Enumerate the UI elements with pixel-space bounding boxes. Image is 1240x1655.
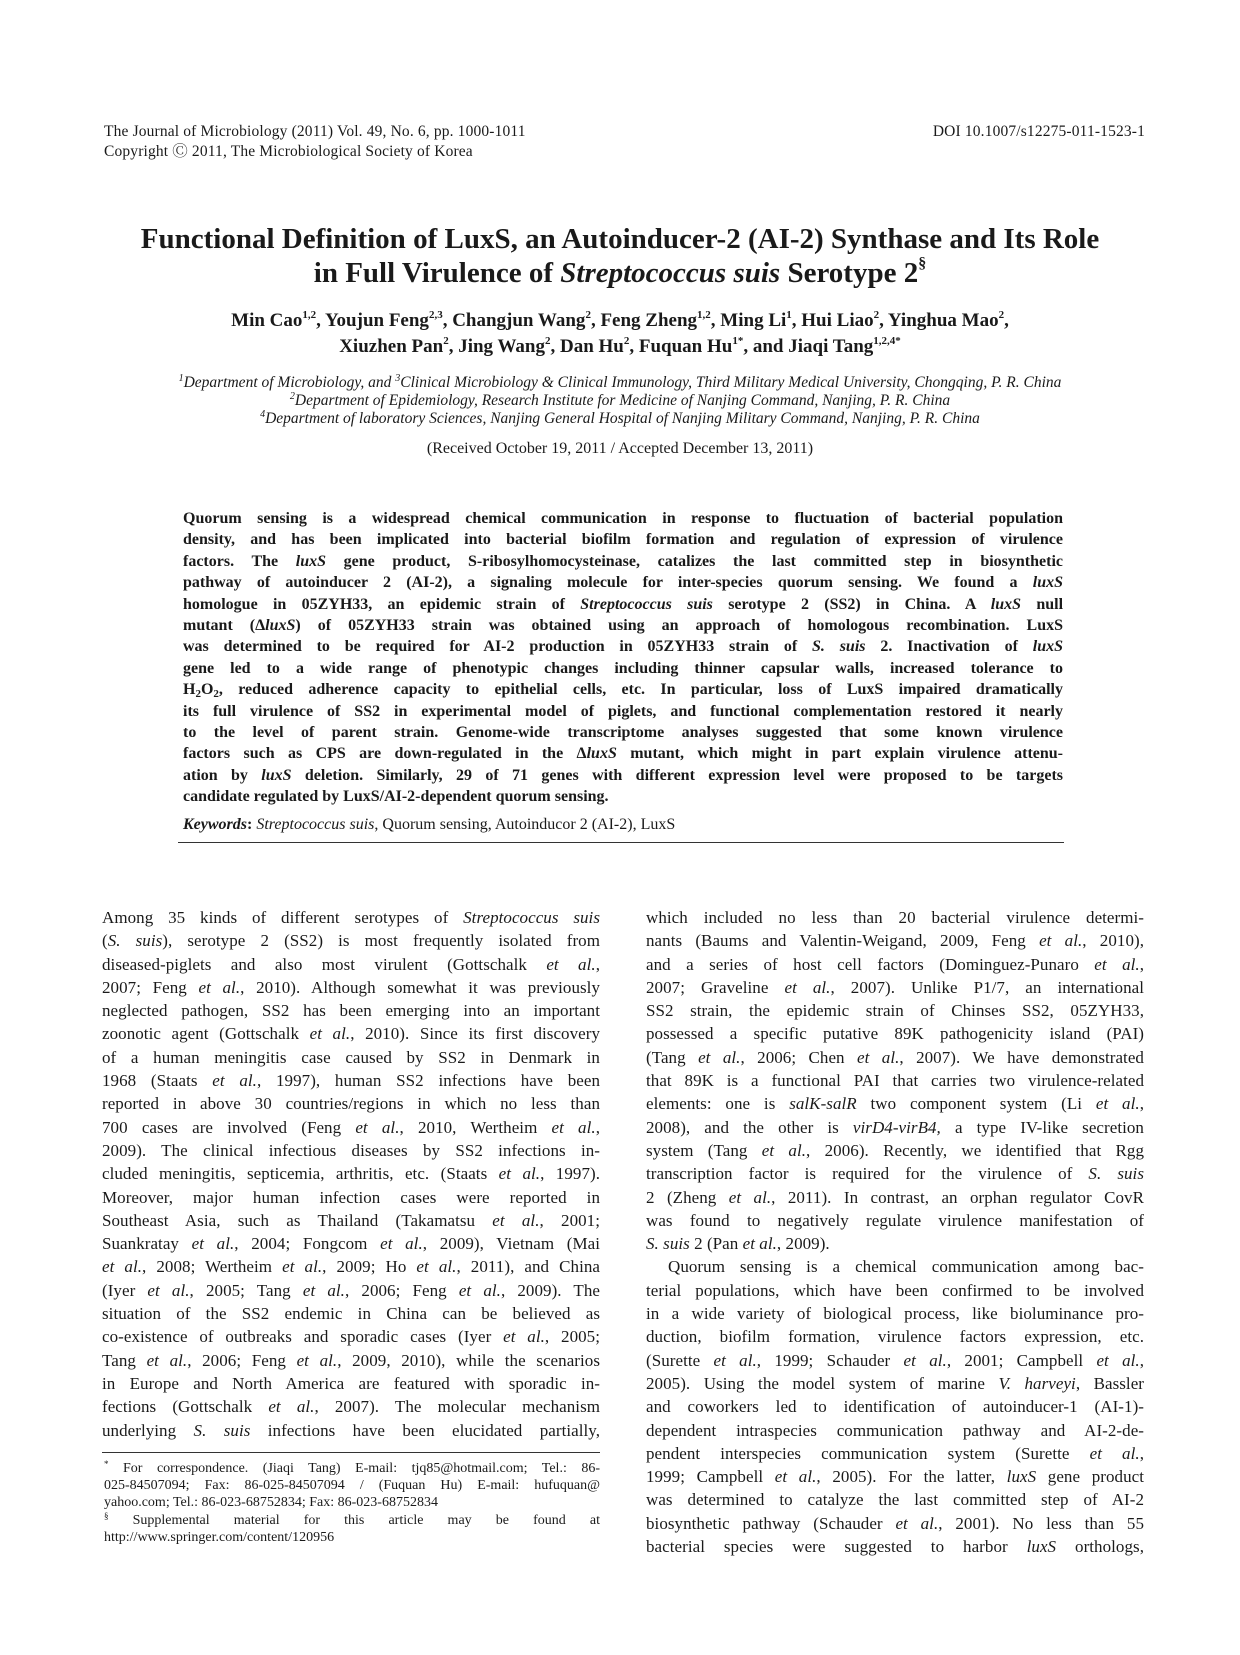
title-footnote-mark: § bbox=[918, 255, 927, 272]
footnote-correspondence: 025-84507094; Fax: 86-025-84507094 / (Fuquan Hu) E-mail: hufuquan@ bbox=[104, 1478, 600, 1494]
abstract-line: was determined to be required for AI-2 production in 05ZYH33 strain of S. suis 2. Inactivation of luxS bbox=[183, 638, 1063, 656]
abstract-line: ation by luxS deletion. Similarly, 29 of 71 genes with different expression level were proposed to be targets bbox=[183, 766, 1063, 784]
author: Yinghua Mao$^2$, bbox=[887, 309, 1009, 331]
doi: DOI 10.1007/s12275-011-1523-1 bbox=[932, 123, 1145, 140]
body-line: which included no less than 20 bacterial virulence determi- bbox=[646, 908, 1144, 927]
abstract-line: its full virulence of SS2 in experimental model of piglets, and functional complementation restored it nearly bbox=[183, 702, 1063, 720]
body-line: biosynthetic pathway (Schauder et al., 2001). No less than 55 bbox=[646, 1513, 1144, 1533]
body-line: that 89K is a functional PAI that carries two virulence-related bbox=[646, 1071, 1144, 1091]
body-line: transcription factor is required for the virulence of S. suis bbox=[646, 1164, 1144, 1184]
abstract-line: mutant (ΔluxS) of 05ZYH33 strain was obtained using an approach of homologous recombination. LuxS bbox=[183, 616, 1063, 634]
title-line-2 bbox=[90, 256, 1150, 290]
body-line: possessed a specific putative 89K pathogenicity island (PAI) bbox=[646, 1024, 1144, 1044]
body-line: 700 cases are involved (Feng et al., 2010, Wertheim et al., bbox=[102, 1117, 600, 1137]
body-line: duction, biofilm formation, virulence factors expression, etc. bbox=[646, 1327, 1144, 1347]
body-line: et al., 2008; Wertheim et al., 2009; Ho et al., 2011), and China bbox=[102, 1257, 600, 1277]
keywords-label: Keywords bbox=[183, 816, 247, 833]
abstract-line: $H_2O_2$, reduced adherence capacity to epithelial cells, etc. In particular, loss of LuxS impaired dramatically bbox=[183, 681, 1063, 701]
body-line: (S. suis), serotype 2 (SS2) is most frequently isolated from bbox=[102, 931, 600, 951]
body-line: situation of the SS2 endemic in China can be believed as bbox=[102, 1304, 600, 1324]
footnote-correspondence: yahoo.com; Tel.: 86-023-68752834; Fax: 86-023-68752834 bbox=[104, 1495, 438, 1511]
body-line: (Surette et al., 1999; Schauder et al., 2001; Campbell et al., bbox=[646, 1350, 1144, 1370]
author: Ming Li$^1$, bbox=[720, 309, 802, 331]
abstract-line: Quorum sensing is a widespread chemical communication in response to fluctuation of bacterial population bbox=[183, 510, 1063, 527]
author: Dan Hu$^2$, bbox=[559, 335, 639, 357]
body-line: cluded meningitis, septicemia, arthritis, etc. (Staats et al., 1997). bbox=[102, 1164, 600, 1184]
abstract-line: density, and has been implicated into bacterial biofilm formation and regulation of expression of virulence bbox=[183, 531, 1063, 549]
keywords-divider bbox=[178, 842, 1064, 843]
author-line-1 bbox=[90, 308, 1150, 334]
affiliations bbox=[90, 374, 1150, 428]
footnotes bbox=[104, 1460, 600, 1546]
footnote-divider bbox=[102, 1452, 600, 1453]
title-text: Serotype 2 bbox=[780, 257, 919, 289]
title-line-1: Functional Definition of LuxS, an Autoinducer-2 (AI-2) Synthase and Its Role bbox=[140, 223, 1100, 255]
body-line: neglected pathogen, SS2 has been emerging into an important bbox=[102, 1001, 600, 1021]
journal-citation: The Journal of Microbiology (2011) Vol. 49, No. 6, pp. 1000-1011 bbox=[104, 123, 526, 140]
body-line: 2008), and the other is virD4-virB4, a type IV-like secretion bbox=[646, 1117, 1144, 1137]
body-line: Quorum sensing is a chemical communication among bac- bbox=[668, 1257, 1144, 1277]
abstract-line: to the level of parent strain. Genome-wide transcriptome analyses suggested that some known virulence bbox=[183, 723, 1063, 741]
body-line: S. suis 2 (Pan et al., 2009). bbox=[646, 1234, 830, 1254]
body-line: bacterial species were suggested to harbor luxS orthologs, bbox=[646, 1537, 1144, 1557]
abstract-line: candidate regulated by LuxS/AI-2-dependent quorum sensing. bbox=[183, 788, 609, 806]
body-line: 2 (Zheng et al., 2011). In contrast, an orphan regulator CovR bbox=[646, 1187, 1144, 1207]
author-list bbox=[90, 308, 1150, 360]
body-line: reported in above 30 countries/regions in which no less than bbox=[102, 1094, 600, 1114]
body-line: was found to negatively regulate virulence manifestation of bbox=[646, 1210, 1144, 1230]
body-line: 2007; Feng et al., 2010). Although somewhat it was previously bbox=[102, 977, 600, 997]
title-species: Streptococcus suis bbox=[560, 257, 781, 289]
body-line: SS2 strain, the epidemic strain of Chinses SS2, 05ZYH33, bbox=[646, 1001, 1144, 1021]
body-line: (Iyer et al., 2005; Tang et al., 2006; Feng et al., 2009). The bbox=[102, 1280, 600, 1300]
keywords: Keywords: Streptococcus suis, Quorum sensing, Autoinducor 2 (AI-2), LuxS bbox=[183, 816, 676, 833]
body-line: Tang et al., 2006; Feng et al., 2009, 2010), while the scenarios bbox=[102, 1350, 600, 1370]
abstract bbox=[183, 508, 1063, 807]
body-column-right bbox=[646, 906, 1144, 1558]
body-line: was determined to catalyze the last committed step of AI-2 bbox=[646, 1490, 1144, 1510]
body-line: and coworkers led to identification of autoinducer-1 (AI-1)- bbox=[646, 1397, 1144, 1417]
body-line: underlying S. suis infections have been elucidated partially, bbox=[102, 1420, 600, 1440]
footnote-correspondence: * For correspondence. (Jiaqi Tang) E-mail: tjq85@hotmail.com; Tel.: 86- bbox=[104, 1460, 600, 1476]
body-line: in a wide variety of biological process, like bioluminance pro- bbox=[646, 1304, 1144, 1324]
keyword-species: Streptococcus suis bbox=[256, 816, 375, 833]
author: Xiuzhen Pan$^2$, bbox=[339, 335, 459, 357]
affiliation-4: $^4$Department of laboratory Sciences, Nanjing General Hospital of Nanjing Military Command, Nanjing, P. R. China bbox=[260, 409, 980, 427]
body-line: 2009). The clinical infectious diseases by SS2 infections in- bbox=[102, 1140, 600, 1160]
body-line: Among 35 kinds of different serotypes of Streptococcus suis bbox=[102, 908, 600, 927]
body-line: Suankratay et al., 2004; Fongcom et al., 2009), Vietnam (Mai bbox=[102, 1234, 600, 1254]
body-line: dependent intraspecies communication pathway and AI-2-de- bbox=[646, 1420, 1144, 1440]
body-line: terial populations, which have been confirmed to be involved bbox=[646, 1280, 1144, 1300]
body-line: and a series of host cell factors (Dominguez-Punaro et al., bbox=[646, 954, 1144, 974]
author: Min Cao$^{1,2}$, bbox=[231, 309, 325, 331]
affiliation-1-3: $^1$Department of Microbiology, and $^3$Clinical Microbiology & Clinical Immunology, Third Military Medical University, Chongqing, P. R. China bbox=[178, 373, 1062, 391]
body-line: fections (Gottschalk et al., 2007). The molecular mechanism bbox=[102, 1397, 600, 1417]
author-line-2 bbox=[90, 334, 1150, 360]
author: Jing Wang$^2$, bbox=[458, 335, 560, 357]
journal-header bbox=[104, 122, 526, 162]
body-line: Southeast Asia, such as Thailand (Takamatsu et al., 2001; bbox=[102, 1210, 600, 1230]
author: Jiaqi Tang$^{1,2,4*}$ bbox=[788, 335, 901, 357]
body-column-left bbox=[102, 906, 600, 1442]
body-line: pendent interspecies communication system (Surette et al., bbox=[646, 1443, 1144, 1463]
body-line: of a human meningitis case caused by SS2 in Denmark in bbox=[102, 1047, 600, 1067]
body-line: zoonotic agent (Gottschalk et al., 2010). Since its first discovery bbox=[102, 1024, 600, 1044]
body-line: elements: one is salK-salR two component system (Li et al., bbox=[646, 1094, 1144, 1114]
author: Youjun Feng$^{2,3}$, bbox=[324, 309, 453, 331]
body-line: (Tang et al., 2006; Chen et al., 2007). We have demonstrated bbox=[646, 1047, 1144, 1067]
body-line: co-existence of outbreaks and sporadic cases (Iyer et al., 2005; bbox=[102, 1327, 600, 1347]
abstract-line: gene led to a wide range of phenotypic changes including thinner capsular walls, increased tolerance to bbox=[183, 659, 1063, 677]
body-line: system (Tang et al., 2006). Recently, we identified that Rgg bbox=[646, 1140, 1144, 1160]
body-line: 1968 (Staats et al., 1997), human SS2 infections have been bbox=[102, 1071, 600, 1091]
title-text: in Full Virulence of bbox=[313, 257, 561, 289]
abstract-line: factors. The luxS gene product, S-ribosylhomocysteinase, catalizes the last committed step in biosynthetic bbox=[183, 552, 1063, 570]
affiliation-2: $^2$Department of Epidemiology, Research Institute for Medicine of Nanjing Command, Nanjing, P. R. China bbox=[289, 391, 951, 409]
footnote-supplemental-link[interactable]: http://www.springer.com/content/120956 bbox=[104, 1529, 335, 1545]
abstract-line: pathway of autoinducer 2 (AI-2), a signaling molecule for inter-species quorum sensing. We found a luxS bbox=[183, 574, 1063, 592]
body-line: diseased-piglets and also most virulent (Gottschalk et al., bbox=[102, 954, 600, 974]
keyword-list: , Quorum sensing, Autoinducor 2 (AI-2), LuxS bbox=[374, 816, 676, 833]
article-title bbox=[90, 222, 1150, 290]
author: Feng Zheng$^{1,2}$, bbox=[600, 309, 721, 331]
footnote-supplemental: § Supplemental material for this article may be found at bbox=[104, 1511, 600, 1528]
received-dates: (Received October 19, 2011 / Accepted December 13, 2011) bbox=[426, 440, 814, 457]
abstract-line: factors such as CPS are down-regulated in the ΔluxS mutant, which might in part explain virulence attenu- bbox=[183, 745, 1063, 763]
author: Hui Liao$^2$, bbox=[801, 309, 888, 331]
author: Fuquan $Hu^{1*}$, and bbox=[638, 335, 789, 357]
body-line: nants (Baums and Valentin-Weigand, 2009, Feng et al., 2010), bbox=[646, 931, 1144, 951]
body-line: Moreover, major human infection cases were reported in bbox=[102, 1187, 600, 1207]
body-line: 2007; Graveline et al., 2007). Unlike P1/7, an international bbox=[646, 977, 1144, 997]
body-line: 2005). Using the model system of marine V. harveyi, Bassler bbox=[646, 1373, 1144, 1393]
author: Changjun Wang$^2$, bbox=[452, 309, 601, 331]
body-line: in Europe and North America are featured with sporadic in- bbox=[102, 1373, 600, 1393]
abstract-line: homologue in 05ZYH33, an epidemic strain of Streptococcus suis serotype 2 (SS2) in China. A luxS null bbox=[183, 595, 1063, 613]
body-line: 1999; Campbell et al., 2005). For the latter, luxS gene product bbox=[646, 1467, 1144, 1487]
copyright-line: Copyright Ⓒ 2011, The Microbiological Society of Korea bbox=[104, 143, 473, 160]
